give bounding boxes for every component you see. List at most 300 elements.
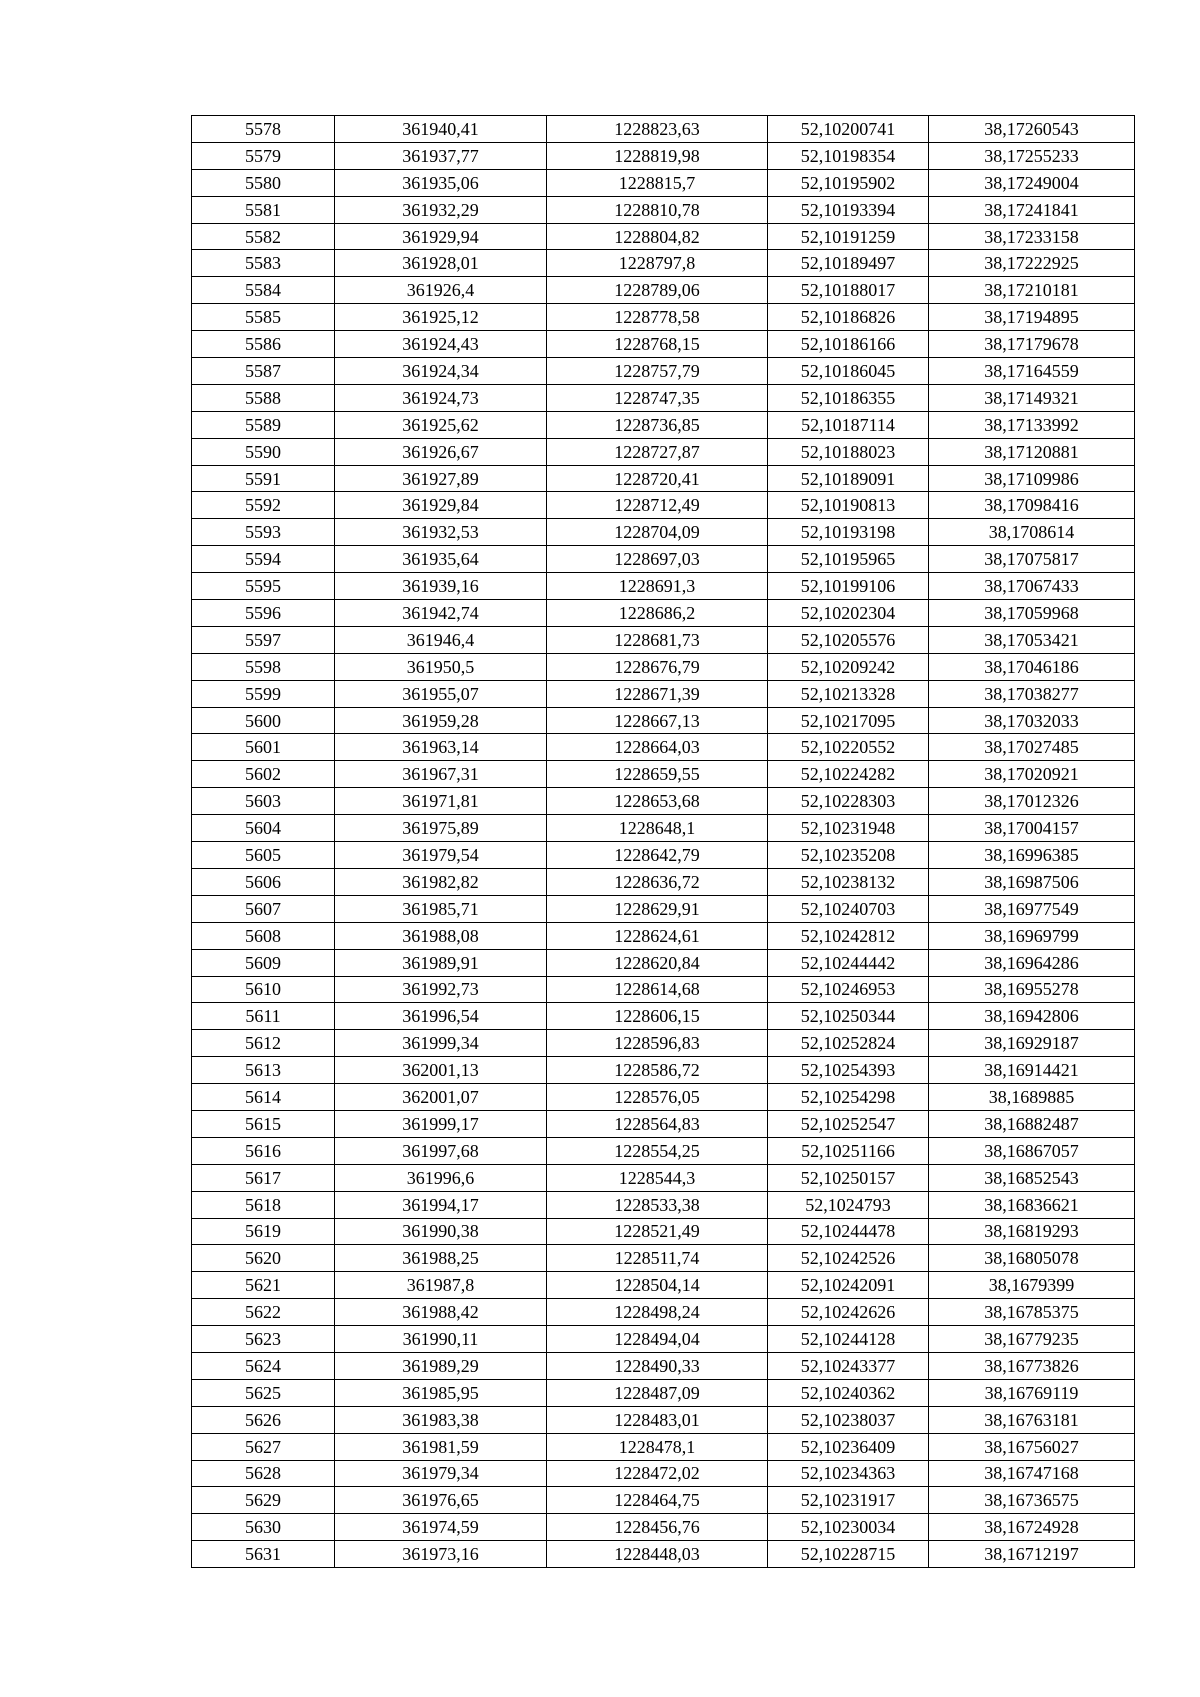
y-coordinate-cell: 1228504,14 bbox=[547, 1272, 768, 1299]
latitude-cell: 52,10244442 bbox=[768, 949, 929, 976]
x-coordinate-cell: 361971,81 bbox=[335, 788, 547, 815]
x-coordinate-cell: 361988,42 bbox=[335, 1299, 547, 1326]
longitude-cell: 38,16867057 bbox=[929, 1137, 1135, 1164]
table-row bbox=[192, 142, 1135, 169]
table-row bbox=[192, 438, 1135, 465]
y-coordinate-cell: 1228797,8 bbox=[547, 250, 768, 277]
latitude-cell: 52,10198354 bbox=[768, 142, 929, 169]
point-number-cell: 5597 bbox=[192, 626, 335, 653]
longitude-cell: 38,16942806 bbox=[929, 1003, 1135, 1030]
x-coordinate-cell: 361987,8 bbox=[335, 1272, 547, 1299]
longitude-cell: 38,17004157 bbox=[929, 815, 1135, 842]
table-row bbox=[192, 331, 1135, 358]
y-coordinate-cell: 1228667,13 bbox=[547, 707, 768, 734]
x-coordinate-cell: 361924,43 bbox=[335, 331, 547, 358]
x-coordinate-cell: 361985,95 bbox=[335, 1379, 547, 1406]
y-coordinate-cell: 1228681,73 bbox=[547, 626, 768, 653]
longitude-cell: 38,17149321 bbox=[929, 384, 1135, 411]
point-number-cell: 5606 bbox=[192, 868, 335, 895]
x-coordinate-cell: 361946,4 bbox=[335, 626, 547, 653]
latitude-cell: 52,10254393 bbox=[768, 1057, 929, 1084]
x-coordinate-cell: 362001,07 bbox=[335, 1084, 547, 1111]
latitude-cell: 52,10195965 bbox=[768, 546, 929, 573]
x-coordinate-cell: 361927,89 bbox=[335, 465, 547, 492]
y-coordinate-cell: 1228533,38 bbox=[547, 1191, 768, 1218]
table-row bbox=[192, 1460, 1135, 1487]
table-row bbox=[192, 1218, 1135, 1245]
y-coordinate-cell: 1228823,63 bbox=[547, 116, 768, 143]
latitude-cell: 52,10186826 bbox=[768, 304, 929, 331]
x-coordinate-cell: 361973,16 bbox=[335, 1541, 547, 1568]
point-number-cell: 5580 bbox=[192, 169, 335, 196]
table-row bbox=[192, 1433, 1135, 1460]
y-coordinate-cell: 1228810,78 bbox=[547, 196, 768, 223]
y-coordinate-cell: 1228448,03 bbox=[547, 1541, 768, 1568]
y-coordinate-cell: 1228712,49 bbox=[547, 492, 768, 519]
y-coordinate-cell: 1228648,1 bbox=[547, 815, 768, 842]
table-row bbox=[192, 1514, 1135, 1541]
point-number-cell: 5598 bbox=[192, 653, 335, 680]
y-coordinate-cell: 1228456,76 bbox=[547, 1514, 768, 1541]
x-coordinate-cell: 361955,07 bbox=[335, 680, 547, 707]
table-row bbox=[192, 546, 1135, 573]
longitude-cell: 38,16724928 bbox=[929, 1514, 1135, 1541]
y-coordinate-cell: 1228614,68 bbox=[547, 976, 768, 1003]
point-number-cell: 5614 bbox=[192, 1084, 335, 1111]
y-coordinate-cell: 1228483,01 bbox=[547, 1406, 768, 1433]
coordinates-table bbox=[191, 115, 1135, 1568]
point-number-cell: 5617 bbox=[192, 1164, 335, 1191]
table-row bbox=[192, 1084, 1135, 1111]
y-coordinate-cell: 1228691,3 bbox=[547, 573, 768, 600]
longitude-cell: 38,17194895 bbox=[929, 304, 1135, 331]
latitude-cell: 52,10244128 bbox=[768, 1326, 929, 1353]
latitude-cell: 52,10250344 bbox=[768, 1003, 929, 1030]
point-number-cell: 5595 bbox=[192, 573, 335, 600]
table-row bbox=[192, 1110, 1135, 1137]
table-row bbox=[192, 169, 1135, 196]
table-row bbox=[192, 277, 1135, 304]
x-coordinate-cell: 361967,31 bbox=[335, 761, 547, 788]
y-coordinate-cell: 1228747,35 bbox=[547, 384, 768, 411]
longitude-cell: 38,17241841 bbox=[929, 196, 1135, 223]
x-coordinate-cell: 361976,65 bbox=[335, 1487, 547, 1514]
table-row bbox=[192, 116, 1135, 143]
latitude-cell: 52,10202304 bbox=[768, 600, 929, 627]
y-coordinate-cell: 1228490,33 bbox=[547, 1352, 768, 1379]
x-coordinate-cell: 361979,54 bbox=[335, 842, 547, 869]
point-number-cell: 5627 bbox=[192, 1433, 335, 1460]
x-coordinate-cell: 361932,29 bbox=[335, 196, 547, 223]
longitude-cell: 38,17038277 bbox=[929, 680, 1135, 707]
table-row bbox=[192, 1352, 1135, 1379]
y-coordinate-cell: 1228789,06 bbox=[547, 277, 768, 304]
latitude-cell: 52,10191259 bbox=[768, 223, 929, 250]
longitude-cell: 38,16964286 bbox=[929, 949, 1135, 976]
latitude-cell: 52,10228303 bbox=[768, 788, 929, 815]
longitude-cell: 38,16955278 bbox=[929, 976, 1135, 1003]
point-number-cell: 5607 bbox=[192, 895, 335, 922]
table-row bbox=[192, 761, 1135, 788]
table-row bbox=[192, 411, 1135, 438]
longitude-cell: 38,16773826 bbox=[929, 1352, 1135, 1379]
longitude-cell: 38,17020921 bbox=[929, 761, 1135, 788]
point-number-cell: 5593 bbox=[192, 519, 335, 546]
latitude-cell: 52,10254298 bbox=[768, 1084, 929, 1111]
longitude-cell: 38,16929187 bbox=[929, 1030, 1135, 1057]
x-coordinate-cell: 361983,38 bbox=[335, 1406, 547, 1433]
latitude-cell: 52,10200741 bbox=[768, 116, 929, 143]
point-number-cell: 5619 bbox=[192, 1218, 335, 1245]
point-number-cell: 5603 bbox=[192, 788, 335, 815]
x-coordinate-cell: 361924,34 bbox=[335, 358, 547, 385]
table-row bbox=[192, 1406, 1135, 1433]
y-coordinate-cell: 1228494,04 bbox=[547, 1326, 768, 1353]
table-row bbox=[192, 1541, 1135, 1568]
longitude-cell: 38,17249004 bbox=[929, 169, 1135, 196]
latitude-cell: 52,10244478 bbox=[768, 1218, 929, 1245]
x-coordinate-cell: 361935,06 bbox=[335, 169, 547, 196]
longitude-cell: 38,17098416 bbox=[929, 492, 1135, 519]
y-coordinate-cell: 1228778,58 bbox=[547, 304, 768, 331]
table-row bbox=[192, 976, 1135, 1003]
y-coordinate-cell: 1228757,79 bbox=[547, 358, 768, 385]
y-coordinate-cell: 1228596,83 bbox=[547, 1030, 768, 1057]
latitude-cell: 52,10252824 bbox=[768, 1030, 929, 1057]
x-coordinate-cell: 361990,11 bbox=[335, 1326, 547, 1353]
latitude-cell: 52,10189497 bbox=[768, 250, 929, 277]
point-number-cell: 5604 bbox=[192, 815, 335, 842]
latitude-cell: 52,10240362 bbox=[768, 1379, 929, 1406]
x-coordinate-cell: 361999,34 bbox=[335, 1030, 547, 1057]
longitude-cell: 38,17179678 bbox=[929, 331, 1135, 358]
point-number-cell: 5584 bbox=[192, 277, 335, 304]
point-number-cell: 5612 bbox=[192, 1030, 335, 1057]
point-number-cell: 5613 bbox=[192, 1057, 335, 1084]
y-coordinate-cell: 1228704,09 bbox=[547, 519, 768, 546]
table-row bbox=[192, 1272, 1135, 1299]
longitude-cell: 38,1679399 bbox=[929, 1272, 1135, 1299]
table-row bbox=[192, 842, 1135, 869]
longitude-cell: 38,16914421 bbox=[929, 1057, 1135, 1084]
point-number-cell: 5592 bbox=[192, 492, 335, 519]
table-row bbox=[192, 1057, 1135, 1084]
latitude-cell: 52,10246953 bbox=[768, 976, 929, 1003]
point-number-cell: 5625 bbox=[192, 1379, 335, 1406]
longitude-cell: 38,17059968 bbox=[929, 600, 1135, 627]
point-number-cell: 5588 bbox=[192, 384, 335, 411]
table-row bbox=[192, 788, 1135, 815]
latitude-cell: 52,10230034 bbox=[768, 1514, 929, 1541]
latitude-cell: 52,10217095 bbox=[768, 707, 929, 734]
table-row bbox=[192, 1030, 1135, 1057]
latitude-cell: 52,10188023 bbox=[768, 438, 929, 465]
point-number-cell: 5608 bbox=[192, 922, 335, 949]
table-row bbox=[192, 600, 1135, 627]
y-coordinate-cell: 1228686,2 bbox=[547, 600, 768, 627]
table-row bbox=[192, 949, 1135, 976]
latitude-cell: 52,10243377 bbox=[768, 1352, 929, 1379]
y-coordinate-cell: 1228487,09 bbox=[547, 1379, 768, 1406]
point-number-cell: 5599 bbox=[192, 680, 335, 707]
point-number-cell: 5621 bbox=[192, 1272, 335, 1299]
longitude-cell: 38,17120881 bbox=[929, 438, 1135, 465]
y-coordinate-cell: 1228671,39 bbox=[547, 680, 768, 707]
point-number-cell: 5624 bbox=[192, 1352, 335, 1379]
y-coordinate-cell: 1228544,3 bbox=[547, 1164, 768, 1191]
longitude-cell: 38,16769119 bbox=[929, 1379, 1135, 1406]
x-coordinate-cell: 361940,41 bbox=[335, 116, 547, 143]
latitude-cell: 52,10242812 bbox=[768, 922, 929, 949]
point-number-cell: 5587 bbox=[192, 358, 335, 385]
y-coordinate-cell: 1228727,87 bbox=[547, 438, 768, 465]
longitude-cell: 38,17032033 bbox=[929, 707, 1135, 734]
longitude-cell: 38,17075817 bbox=[929, 546, 1135, 573]
y-coordinate-cell: 1228768,15 bbox=[547, 331, 768, 358]
longitude-cell: 38,16779235 bbox=[929, 1326, 1135, 1353]
longitude-cell: 38,16987506 bbox=[929, 868, 1135, 895]
point-number-cell: 5609 bbox=[192, 949, 335, 976]
x-coordinate-cell: 361959,28 bbox=[335, 707, 547, 734]
x-coordinate-cell: 361925,12 bbox=[335, 304, 547, 331]
longitude-cell: 38,16819293 bbox=[929, 1218, 1135, 1245]
latitude-cell: 52,10189091 bbox=[768, 465, 929, 492]
longitude-cell: 38,17222925 bbox=[929, 250, 1135, 277]
y-coordinate-cell: 1228653,68 bbox=[547, 788, 768, 815]
x-coordinate-cell: 361985,71 bbox=[335, 895, 547, 922]
longitude-cell: 38,16756027 bbox=[929, 1433, 1135, 1460]
y-coordinate-cell: 1228472,02 bbox=[547, 1460, 768, 1487]
table-row bbox=[192, 223, 1135, 250]
y-coordinate-cell: 1228521,49 bbox=[547, 1218, 768, 1245]
point-number-cell: 5622 bbox=[192, 1299, 335, 1326]
point-number-cell: 5583 bbox=[192, 250, 335, 277]
x-coordinate-cell: 361999,17 bbox=[335, 1110, 547, 1137]
x-coordinate-cell: 361926,67 bbox=[335, 438, 547, 465]
latitude-cell: 52,10242526 bbox=[768, 1245, 929, 1272]
y-coordinate-cell: 1228606,15 bbox=[547, 1003, 768, 1030]
point-number-cell: 5586 bbox=[192, 331, 335, 358]
table-row bbox=[192, 1191, 1135, 1218]
latitude-cell: 52,10220552 bbox=[768, 734, 929, 761]
longitude-cell: 38,1708614 bbox=[929, 519, 1135, 546]
y-coordinate-cell: 1228554,25 bbox=[547, 1137, 768, 1164]
x-coordinate-cell: 361988,08 bbox=[335, 922, 547, 949]
y-coordinate-cell: 1228576,05 bbox=[547, 1084, 768, 1111]
table-row bbox=[192, 492, 1135, 519]
table-row bbox=[192, 1164, 1135, 1191]
point-number-cell: 5610 bbox=[192, 976, 335, 1003]
latitude-cell: 52,10186045 bbox=[768, 358, 929, 385]
longitude-cell: 38,1689885 bbox=[929, 1084, 1135, 1111]
latitude-cell: 52,10199106 bbox=[768, 573, 929, 600]
x-coordinate-cell: 361924,73 bbox=[335, 384, 547, 411]
longitude-cell: 38,17012326 bbox=[929, 788, 1135, 815]
latitude-cell: 52,10252547 bbox=[768, 1110, 929, 1137]
longitude-cell: 38,17027485 bbox=[929, 734, 1135, 761]
point-number-cell: 5585 bbox=[192, 304, 335, 331]
table-row bbox=[192, 868, 1135, 895]
longitude-cell: 38,17164559 bbox=[929, 358, 1135, 385]
point-number-cell: 5602 bbox=[192, 761, 335, 788]
y-coordinate-cell: 1228620,84 bbox=[547, 949, 768, 976]
latitude-cell: 52,10231917 bbox=[768, 1487, 929, 1514]
table-row bbox=[192, 519, 1135, 546]
table-row bbox=[192, 1326, 1135, 1353]
y-coordinate-cell: 1228564,83 bbox=[547, 1110, 768, 1137]
x-coordinate-cell: 361925,62 bbox=[335, 411, 547, 438]
y-coordinate-cell: 1228659,55 bbox=[547, 761, 768, 788]
point-number-cell: 5601 bbox=[192, 734, 335, 761]
x-coordinate-cell: 361997,68 bbox=[335, 1137, 547, 1164]
point-number-cell: 5629 bbox=[192, 1487, 335, 1514]
longitude-cell: 38,16852543 bbox=[929, 1164, 1135, 1191]
latitude-cell: 52,10251166 bbox=[768, 1137, 929, 1164]
point-number-cell: 5590 bbox=[192, 438, 335, 465]
longitude-cell: 38,16805078 bbox=[929, 1245, 1135, 1272]
x-coordinate-cell: 361992,73 bbox=[335, 976, 547, 1003]
x-coordinate-cell: 361932,53 bbox=[335, 519, 547, 546]
x-coordinate-cell: 361982,82 bbox=[335, 868, 547, 895]
y-coordinate-cell: 1228736,85 bbox=[547, 411, 768, 438]
point-number-cell: 5628 bbox=[192, 1460, 335, 1487]
y-coordinate-cell: 1228498,24 bbox=[547, 1299, 768, 1326]
table-row bbox=[192, 1245, 1135, 1272]
y-coordinate-cell: 1228478,1 bbox=[547, 1433, 768, 1460]
x-coordinate-cell: 361926,4 bbox=[335, 277, 547, 304]
table-row bbox=[192, 358, 1135, 385]
x-coordinate-cell: 361950,5 bbox=[335, 653, 547, 680]
longitude-cell: 38,16977549 bbox=[929, 895, 1135, 922]
latitude-cell: 52,10193198 bbox=[768, 519, 929, 546]
longitude-cell: 38,17260543 bbox=[929, 116, 1135, 143]
x-coordinate-cell: 361929,84 bbox=[335, 492, 547, 519]
table-row bbox=[192, 1137, 1135, 1164]
y-coordinate-cell: 1228629,91 bbox=[547, 895, 768, 922]
latitude-cell: 52,10238037 bbox=[768, 1406, 929, 1433]
latitude-cell: 52,10240703 bbox=[768, 895, 929, 922]
table-row bbox=[192, 1299, 1135, 1326]
table-row bbox=[192, 707, 1135, 734]
point-number-cell: 5589 bbox=[192, 411, 335, 438]
latitude-cell: 52,10242091 bbox=[768, 1272, 929, 1299]
x-coordinate-cell: 361989,29 bbox=[335, 1352, 547, 1379]
y-coordinate-cell: 1228511,74 bbox=[547, 1245, 768, 1272]
latitude-cell: 52,10234363 bbox=[768, 1460, 929, 1487]
point-number-cell: 5616 bbox=[192, 1137, 335, 1164]
longitude-cell: 38,16747168 bbox=[929, 1460, 1135, 1487]
x-coordinate-cell: 361979,34 bbox=[335, 1460, 547, 1487]
x-coordinate-cell: 361929,94 bbox=[335, 223, 547, 250]
x-coordinate-cell: 361928,01 bbox=[335, 250, 547, 277]
point-number-cell: 5581 bbox=[192, 196, 335, 223]
latitude-cell: 52,1024793 bbox=[768, 1191, 929, 1218]
y-coordinate-cell: 1228642,79 bbox=[547, 842, 768, 869]
longitude-cell: 38,17133992 bbox=[929, 411, 1135, 438]
table-row bbox=[192, 1379, 1135, 1406]
point-number-cell: 5605 bbox=[192, 842, 335, 869]
longitude-cell: 38,17210181 bbox=[929, 277, 1135, 304]
latitude-cell: 52,10236409 bbox=[768, 1433, 929, 1460]
point-number-cell: 5618 bbox=[192, 1191, 335, 1218]
longitude-cell: 38,17053421 bbox=[929, 626, 1135, 653]
x-coordinate-cell: 361974,59 bbox=[335, 1514, 547, 1541]
longitude-cell: 38,16969799 bbox=[929, 922, 1135, 949]
x-coordinate-cell: 361994,17 bbox=[335, 1191, 547, 1218]
latitude-cell: 52,10213328 bbox=[768, 680, 929, 707]
table-row bbox=[192, 815, 1135, 842]
point-number-cell: 5615 bbox=[192, 1110, 335, 1137]
latitude-cell: 52,10224282 bbox=[768, 761, 929, 788]
point-number-cell: 5579 bbox=[192, 142, 335, 169]
x-coordinate-cell: 361996,6 bbox=[335, 1164, 547, 1191]
point-number-cell: 5600 bbox=[192, 707, 335, 734]
x-coordinate-cell: 361975,89 bbox=[335, 815, 547, 842]
coordinates-table-body bbox=[192, 116, 1135, 1568]
longitude-cell: 38,16763181 bbox=[929, 1406, 1135, 1433]
x-coordinate-cell: 361990,38 bbox=[335, 1218, 547, 1245]
latitude-cell: 52,10250157 bbox=[768, 1164, 929, 1191]
table-row bbox=[192, 250, 1135, 277]
table-row bbox=[192, 653, 1135, 680]
point-number-cell: 5630 bbox=[192, 1514, 335, 1541]
longitude-cell: 38,17233158 bbox=[929, 223, 1135, 250]
latitude-cell: 52,10187114 bbox=[768, 411, 929, 438]
x-coordinate-cell: 361996,54 bbox=[335, 1003, 547, 1030]
point-number-cell: 5596 bbox=[192, 600, 335, 627]
table-row bbox=[192, 465, 1135, 492]
x-coordinate-cell: 361942,74 bbox=[335, 600, 547, 627]
point-number-cell: 5611 bbox=[192, 1003, 335, 1030]
x-coordinate-cell: 361963,14 bbox=[335, 734, 547, 761]
point-number-cell: 5631 bbox=[192, 1541, 335, 1568]
longitude-cell: 38,17046186 bbox=[929, 653, 1135, 680]
longitude-cell: 38,16785375 bbox=[929, 1299, 1135, 1326]
longitude-cell: 38,17255233 bbox=[929, 142, 1135, 169]
latitude-cell: 52,10242626 bbox=[768, 1299, 929, 1326]
longitude-cell: 38,17109986 bbox=[929, 465, 1135, 492]
latitude-cell: 52,10186355 bbox=[768, 384, 929, 411]
y-coordinate-cell: 1228697,03 bbox=[547, 546, 768, 573]
table-row bbox=[192, 1003, 1135, 1030]
latitude-cell: 52,10190813 bbox=[768, 492, 929, 519]
table-row bbox=[192, 895, 1135, 922]
y-coordinate-cell: 1228586,72 bbox=[547, 1057, 768, 1084]
latitude-cell: 52,10186166 bbox=[768, 331, 929, 358]
latitude-cell: 52,10235208 bbox=[768, 842, 929, 869]
longitude-cell: 38,16712197 bbox=[929, 1541, 1135, 1568]
y-coordinate-cell: 1228720,41 bbox=[547, 465, 768, 492]
table-row bbox=[192, 1487, 1135, 1514]
y-coordinate-cell: 1228676,79 bbox=[547, 653, 768, 680]
table-row bbox=[192, 196, 1135, 223]
table-row bbox=[192, 734, 1135, 761]
table-row bbox=[192, 680, 1135, 707]
latitude-cell: 52,10228715 bbox=[768, 1541, 929, 1568]
y-coordinate-cell: 1228804,82 bbox=[547, 223, 768, 250]
x-coordinate-cell: 362001,13 bbox=[335, 1057, 547, 1084]
latitude-cell: 52,10193394 bbox=[768, 196, 929, 223]
y-coordinate-cell: 1228815,7 bbox=[547, 169, 768, 196]
latitude-cell: 52,10205576 bbox=[768, 626, 929, 653]
point-number-cell: 5594 bbox=[192, 546, 335, 573]
table-row bbox=[192, 573, 1135, 600]
table-row bbox=[192, 922, 1135, 949]
longitude-cell: 38,16882487 bbox=[929, 1110, 1135, 1137]
y-coordinate-cell: 1228464,75 bbox=[547, 1487, 768, 1514]
latitude-cell: 52,10209242 bbox=[768, 653, 929, 680]
x-coordinate-cell: 361935,64 bbox=[335, 546, 547, 573]
